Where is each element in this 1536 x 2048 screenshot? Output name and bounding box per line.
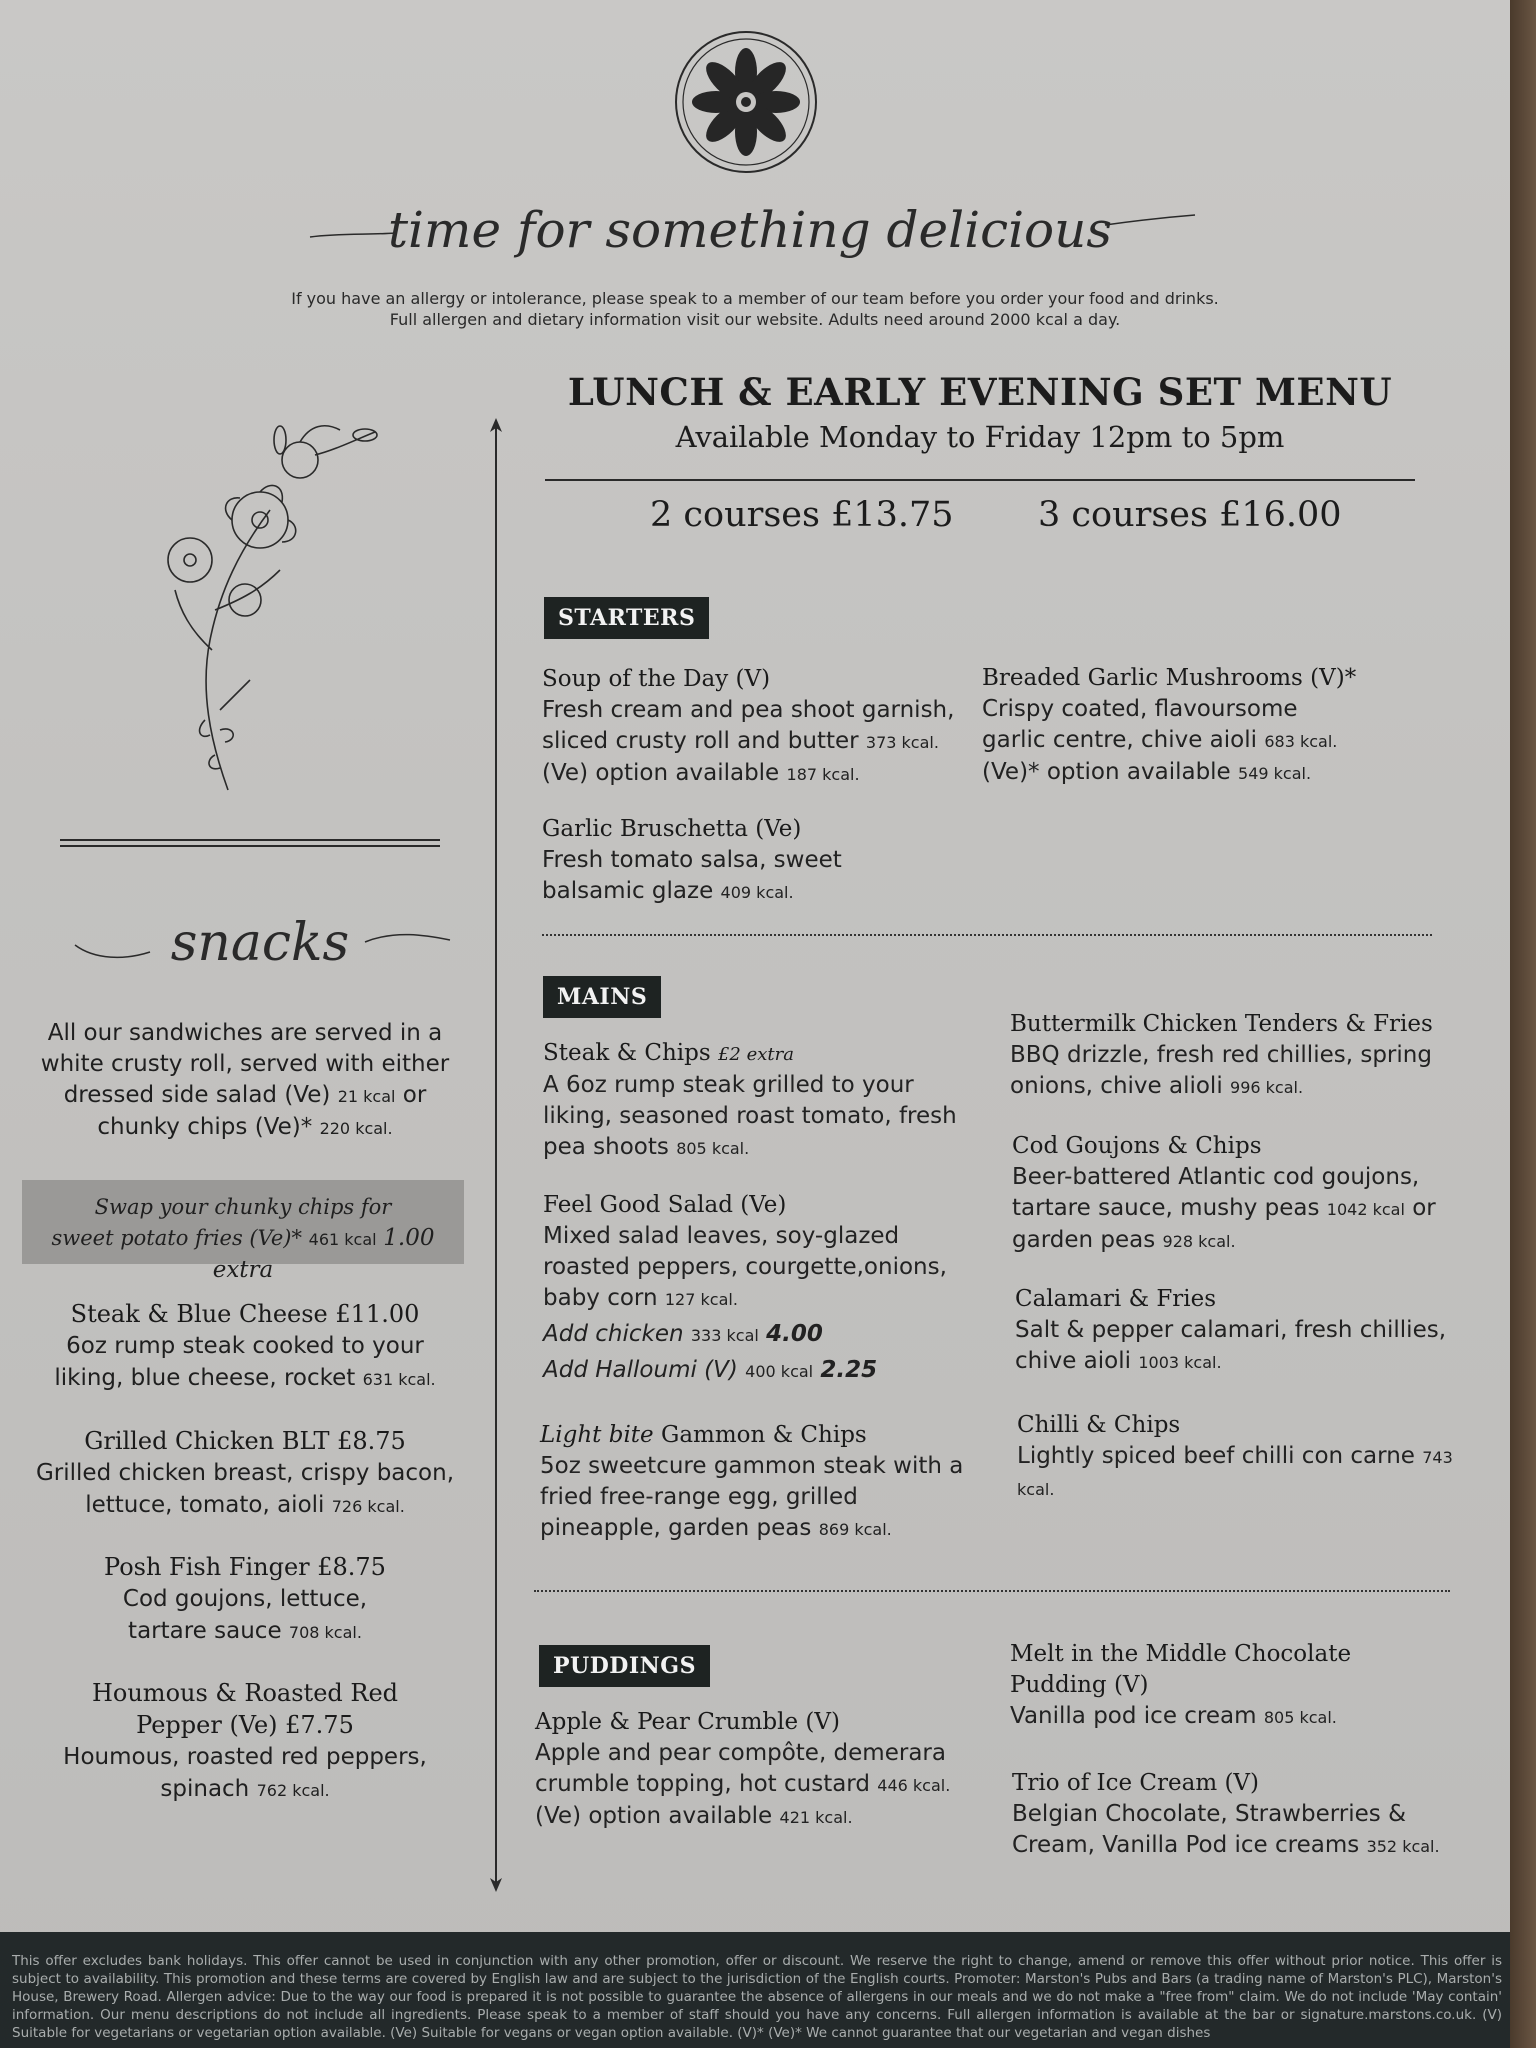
snack-desc: Houmous, roasted red peppers, spinach — [63, 1744, 427, 1802]
starter-item — [542, 664, 962, 790]
snack-item — [20, 1551, 470, 1649]
swap-line1: Swap your chunky chips for — [94, 1195, 392, 1219]
main-item — [1017, 1410, 1467, 1505]
item-kcal: 743 kcal. — [1017, 1448, 1453, 1499]
main-item — [1015, 1284, 1470, 1378]
item-desc: Mixed salad leaves, soy-glazed roasted peppers, courgette,onions, baby corn — [543, 1223, 947, 1311]
snack-name: Steak & Blue Cheese £11.00 — [70, 1300, 420, 1328]
menu-subtitle: Available Monday to Friday 12pm to 5pm — [675, 420, 1285, 454]
item-desc: A 6oz rump steak grilled to your liking, seasoned roast tomato, fresh pea shoots — [543, 1072, 957, 1160]
starter-item — [542, 814, 962, 908]
item-kcal: 869 kcal. — [818, 1520, 892, 1539]
snack-kcal: 726 kcal. — [331, 1497, 405, 1516]
mains-divider — [534, 1590, 1450, 1592]
swap-chips-banner — [22, 1180, 464, 1283]
swap-price: 1.00 extra — [212, 1225, 435, 1283]
snacks-intro-text: All our sandwiches are served in a white crusty roll, served with either dressed side salad (Ve) — [40, 1020, 450, 1108]
starter-item — [982, 663, 1402, 789]
snack-kcal: 708 kcal. — [288, 1623, 362, 1642]
item-desc: Fresh cream and pea shoot garnish, sliced crusty roll and butter — [542, 697, 955, 754]
add-on-kcal: 333 kcal — [690, 1326, 759, 1345]
price-two-courses: 2 courses £13.75 — [650, 495, 954, 535]
item-name: Apple & Pear Crumble (V) — [535, 1709, 840, 1735]
item-kcal: 1003 kcal. — [1138, 1353, 1222, 1372]
flower-illustration-icon — [150, 410, 390, 800]
pudding-item — [1010, 1639, 1410, 1733]
snack-name: Houmous & Roasted Red Pepper (Ve) £7.75 — [91, 1679, 399, 1739]
item-kcal: 446 kcal. — [877, 1776, 951, 1795]
item-option-kcal: 187 kcal. — [786, 765, 860, 784]
item-option-kcal: 549 kcal. — [1238, 764, 1312, 783]
item-desc: Salt & pepper calamari, fresh chillies, chive aioli — [1015, 1317, 1447, 1374]
item-kcal: 409 kcal. — [720, 883, 794, 902]
item-name: Feel Good Salad (Ve) — [543, 1192, 787, 1218]
pudding-item — [535, 1707, 985, 1833]
column-divider — [495, 425, 497, 1885]
snack-item — [20, 1298, 470, 1396]
item-kcal: 996 kcal. — [1230, 1078, 1304, 1097]
script-title-text: time for something delicious — [387, 201, 1113, 259]
add-on-price: 4.00 — [766, 1321, 823, 1347]
divider-arrow-bottom-icon — [488, 1878, 504, 1892]
add-on-kcal: 400 kcal — [745, 1362, 814, 1381]
main-item — [1010, 1009, 1460, 1103]
item-name: Steak & Chips — [543, 1040, 711, 1066]
item-name: Calamari & Fries — [1015, 1286, 1217, 1312]
item-prefix: Light bite — [540, 1422, 654, 1448]
main-item — [543, 1190, 973, 1387]
script-title — [300, 185, 1200, 295]
item-name: Buttermilk Chicken Tenders & Fries — [1010, 1011, 1433, 1037]
item-desc: BBQ drizzle, fresh red chillies, spring onions, chive alioli — [1010, 1042, 1432, 1099]
item-kcal: 127 kcal. — [664, 1290, 738, 1309]
item-desc: Lightly spiced beef chilli con carne — [1017, 1443, 1415, 1469]
snacks-intro-mid: or chunky chips (Ve)* — [97, 1082, 427, 1140]
main-item — [540, 1420, 970, 1545]
menu-title: LUNCH & EARLY EVENING SET MENU — [567, 370, 1393, 414]
main-item — [543, 1038, 973, 1164]
left-rule-bottom — [60, 845, 440, 847]
item-kcal: 805 kcal. — [676, 1139, 750, 1158]
item-option-kcal: 421 kcal. — [779, 1808, 853, 1827]
item-desc: Beer-battered Atlantic cod goujons, tartare sauce, mushy peas — [1012, 1164, 1420, 1221]
snack-desc: Grilled chicken breast, crispy bacon, lettuce, tomato, aioli — [35, 1460, 455, 1518]
add-on-name: Add chicken — [543, 1321, 684, 1347]
item-name: Breaded Garlic Mushrooms (V)* — [982, 665, 1357, 691]
item-desc: Crispy coated, flavoursome garlic centre, chive aioli — [982, 696, 1298, 753]
snack-name: Grilled Chicken BLT £8.75 — [84, 1427, 406, 1455]
add-on-name: Add Halloumi (V) — [543, 1357, 738, 1383]
allergy-notice-line2: Full allergen and dietary information visit our website. Adults need around 2000 kcal a day. — [389, 310, 1121, 329]
item-name: Melt in the Middle Chocolate Pudding (V) — [1010, 1641, 1352, 1698]
item-name: Garlic Bruschetta (Ve) — [542, 816, 802, 842]
item-option: (Ve) option available — [535, 1803, 773, 1829]
puddings-heading: PUDDINGS — [539, 1645, 710, 1687]
item-kcal: 352 kcal. — [1366, 1837, 1440, 1856]
swap-kcal: 461 kcal — [308, 1230, 377, 1249]
item-kcal: 373 kcal. — [865, 733, 939, 752]
snacks-script-title — [65, 890, 455, 1000]
item-option-kcal: 928 kcal. — [1162, 1232, 1236, 1251]
item-desc: 5oz sweetcure gammon steak with a fried free-range egg, grilled pineapple, garden peas — [540, 1453, 964, 1541]
snack-kcal: 762 kcal. — [256, 1781, 330, 1800]
mains-heading: MAINS — [543, 976, 661, 1018]
divider-arrow-top-icon — [488, 418, 504, 432]
starters-heading: STARTERS — [544, 597, 709, 639]
allergy-notice-line1: If you have an allergy or intolerance, please speak to a member of our team before you order your food and drinks. — [291, 289, 1219, 308]
table-edge — [1510, 0, 1536, 2048]
item-desc: Belgian Chocolate, Strawberries & Cream, Vanilla Pod ice creams — [1012, 1801, 1406, 1858]
price-three-courses: 3 courses £16.00 — [1038, 495, 1342, 535]
snack-item — [20, 1677, 470, 1807]
snacks-intro-kcal2: 220 kcal. — [319, 1119, 393, 1138]
add-on-price: 2.25 — [820, 1357, 878, 1383]
item-name: Cod Goujons & Chips — [1012, 1133, 1262, 1159]
snack-item — [20, 1425, 470, 1523]
item-desc: Fresh tomato salsa, sweet balsamic glaze — [542, 847, 842, 904]
item-option: or garden peas — [1012, 1195, 1436, 1253]
pudding-item — [1012, 1768, 1442, 1862]
snack-desc: 6oz rump steak cooked to your liking, blue cheese, rocket — [54, 1333, 424, 1391]
title-rule — [545, 479, 1415, 481]
snacks-script-text: snacks — [170, 913, 350, 973]
item-name: Chilli & Chips — [1017, 1412, 1181, 1438]
item-option: (Ve)* option available — [982, 759, 1231, 785]
item-option: (Ve) option available — [542, 760, 780, 786]
item-extra: £2 extra — [717, 1044, 794, 1065]
item-name: Gammon & Chips — [660, 1422, 867, 1448]
mandala-logo-icon — [672, 28, 820, 176]
snacks-intro-kcal1: 21 kcal — [337, 1087, 396, 1106]
swap-line2: sweet potato fries (Ve)* — [51, 1226, 302, 1250]
footer-terms: This offer excludes bank holidays. This offer cannot be used in conjunction with any other promotion, offer or discount. We reserve the right to change, amend or remove this offer without prior notice. This offer is subject to availability. This promotion and these terms are covered by English law and are subject to the jurisdiction of the English courts. Promoter: Marston's Pubs and Bars (a trading name of Marston's PLC), Marston's House, Brewery Road. Allergen advice: Due to the way our food is prepared it is not possible to guarantee the absence of allergens in our meals and we do not make a "free from" claim. We do not include 'May contain' information. Our menu descriptions do not include all ingredients. Please speak to a member of staff should you have any concerns. Full allergen information is available at the bar or signature.marstons.co.uk. (V) Suitable for vegetarians or vegetarian option available. (Ve) Suitable for vegans or vegan option available. (V)* (Ve)* We cannot guarantee that our vegetarian and vegan dishes — [12, 1953, 1502, 2041]
starters-divider — [542, 934, 1432, 936]
left-rule-top — [60, 839, 440, 841]
snack-kcal: 631 kcal. — [362, 1370, 436, 1389]
item-name: Trio of Ice Cream (V) — [1012, 1770, 1260, 1796]
item-name: Soup of the Day (V) — [542, 666, 771, 692]
main-item — [1012, 1131, 1462, 1257]
snacks-intro — [30, 1018, 460, 1144]
item-desc: Apple and pear compôte, demerara crumble topping, hot custard — [535, 1740, 946, 1797]
snack-name: Posh Fish Finger £8.75 — [104, 1553, 386, 1581]
item-kcal: 1042 kcal — [1326, 1200, 1405, 1219]
snack-desc: Cod goujons, lettuce, tartare sauce — [122, 1586, 368, 1644]
item-desc: Vanilla pod ice cream — [1010, 1703, 1257, 1729]
item-kcal: 805 kcal. — [1263, 1708, 1337, 1727]
item-kcal: 683 kcal. — [1264, 732, 1338, 751]
